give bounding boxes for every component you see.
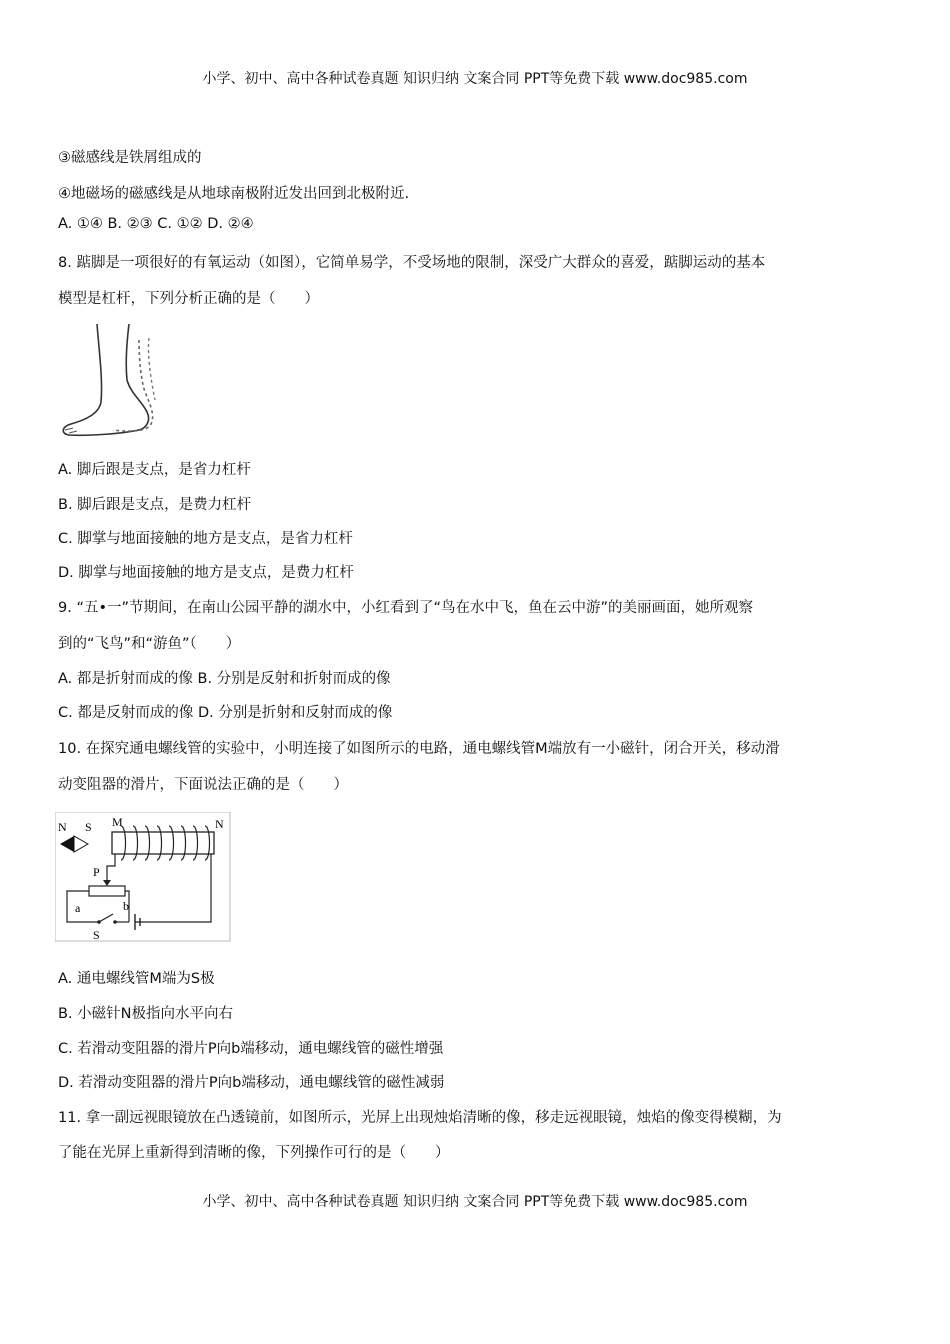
switch xyxy=(99,914,113,922)
raised-foot-dotted xyxy=(113,340,153,431)
rheostat xyxy=(89,886,125,896)
tiptoe-foot-figure xyxy=(55,320,175,442)
q10-stem-line1: 10. 在探究通电螺线管的实验中，小明连接了如图所示的电路，通电螺线管M端放有一小磁针，闭合开关，移动滑 xyxy=(58,741,780,757)
q9-stem-line1: 9. “五•一”节期间，在南山公园平静的湖水中，小红看到了“鸟在水中飞，鱼在云中游”的美丽画面，她所观察 xyxy=(58,600,754,616)
label-a: a xyxy=(75,901,81,915)
q8-option-d: D. 脚掌与地面接触的地方是支点，是费力杠杆 xyxy=(58,565,354,581)
q7-item3: ③磁感线是铁屑组成的 xyxy=(58,150,202,166)
q8-option-b: B. 脚后跟是支点，是费力杠杆 xyxy=(58,497,252,513)
label-n-left: N xyxy=(58,820,67,834)
label-s-left: S xyxy=(85,820,92,834)
label-b: b xyxy=(123,899,129,913)
q8-stem-line1: 8. 踮脚是一项很好的有氧运动（如图），它简单易学，不受场地的限制，深受广大群众的喜爱，踮脚运动的基本 xyxy=(58,255,766,271)
q9-options-cd: C. 都是反射而成的像 D. 分别是折射和反射而成的像 xyxy=(58,705,393,721)
label-m: M xyxy=(112,815,123,829)
q11-stem-line1: 11. 拿一副远视眼镜放在凸透镜前，如图所示，光屏上出现烛焰清晰的像，移走远视眼镜，烛焰的像变得模糊，为 xyxy=(58,1110,782,1126)
q10-option-a: A. 通电螺线管M端为S极 xyxy=(58,971,215,987)
label-s-switch: S xyxy=(93,928,100,942)
q10-option-b: B. 小磁针N极指向水平向右 xyxy=(58,1006,234,1022)
label-n-right: N xyxy=(215,817,224,831)
q8-option-a: A. 脚后跟是支点，是省力杠杆 xyxy=(58,462,251,478)
q8-option-c: C. 脚掌与地面接触的地方是支点，是省力杠杆 xyxy=(58,531,353,547)
wire-right xyxy=(135,854,211,922)
compass-needle-white xyxy=(74,836,88,852)
solenoid-coil xyxy=(121,826,210,860)
q7-options: A. ①④ B. ②③ C. ①② D. ②④ xyxy=(58,216,254,232)
compass-needle-black xyxy=(60,836,74,852)
label-p: P xyxy=(93,865,100,879)
wire-left xyxy=(107,854,115,872)
q9-stem-line2: 到的“飞鸟”和“游鱼”（ ） xyxy=(58,636,241,652)
q9-options-ab: A. 都是折射而成的像 B. 分别是反射和折射而成的像 xyxy=(58,671,391,687)
slider-arrowhead xyxy=(103,880,111,886)
foot-outline xyxy=(63,324,148,435)
toe-lines xyxy=(65,428,77,433)
q7-item4: ④地磁场的磁感线是从地球南极附近发出回到北极附近. xyxy=(58,186,410,202)
q10-option-d: D. 若滑动变阻器的滑片P向b端移动，通电螺线管的磁性减弱 xyxy=(58,1075,445,1091)
q11-stem-line2: 了能在光屏上重新得到清晰的像，下列操作可行的是（ ） xyxy=(58,1145,450,1161)
solenoid-circuit-figure xyxy=(55,812,233,944)
q10-stem-line2: 动变阻器的滑片，下面说法正确的是（ ） xyxy=(58,777,348,793)
raised-foot-dotted-back xyxy=(148,338,155,400)
q8-stem-line2: 模型是杠杆，下列分析正确的是（ ） xyxy=(58,291,319,307)
solenoid-tube xyxy=(112,832,214,854)
page-header: 小学、初中、高中各种试卷真题 知识归纳 文案合同 PPT等免费下载 www.doc985.com xyxy=(202,71,748,87)
page-footer: 小学、初中、高中各种试卷真题 知识归纳 文案合同 PPT等免费下载 www.doc985.com xyxy=(202,1194,748,1210)
q10-option-c: C. 若滑动变阻器的滑片P向b端移动，通电螺线管的磁性增强 xyxy=(58,1041,444,1057)
